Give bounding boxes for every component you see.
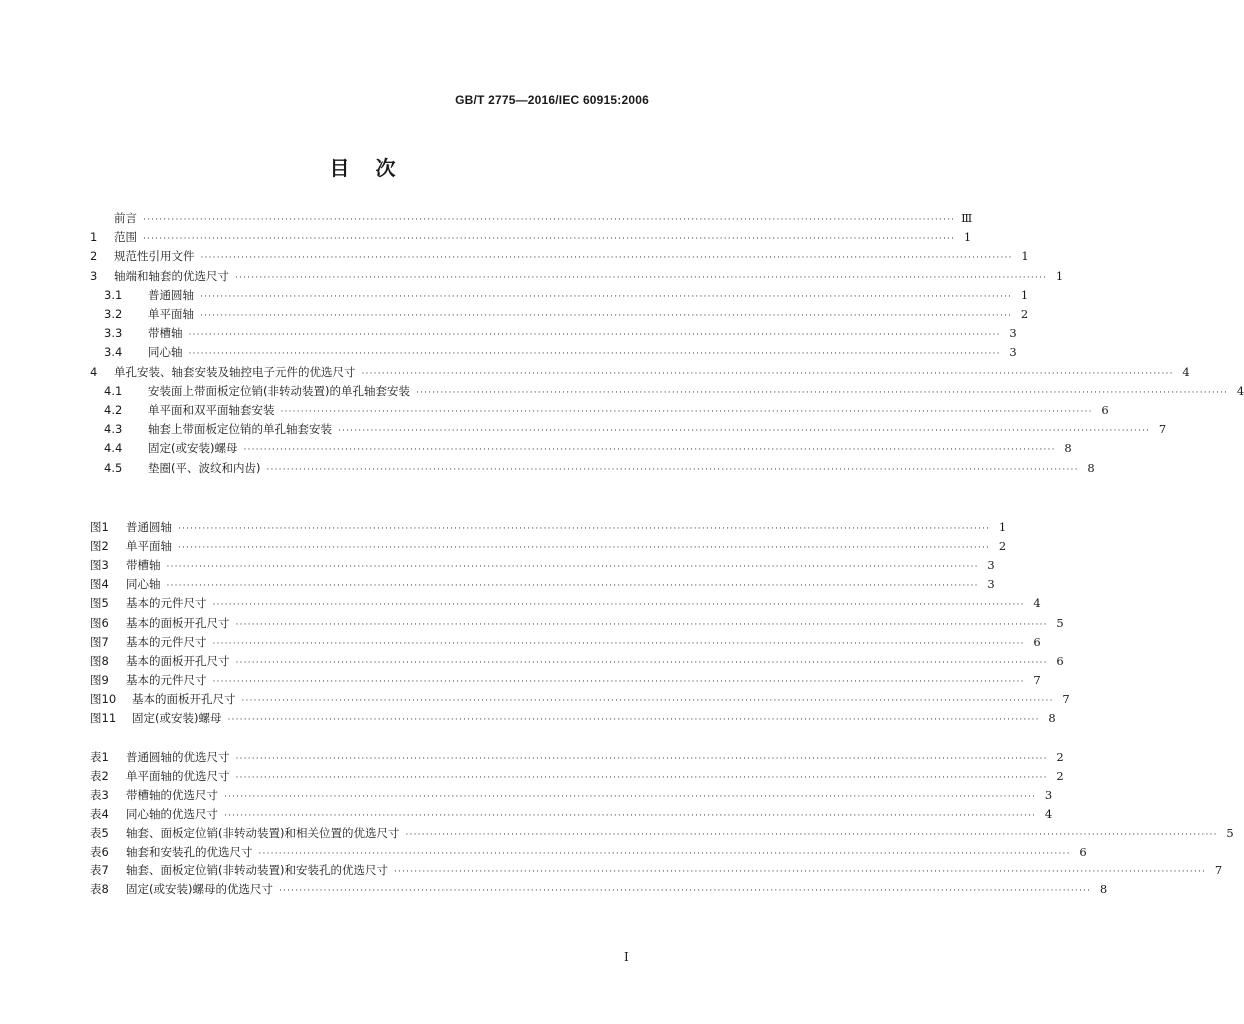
toc-entry[interactable] — [90, 267, 1064, 285]
entry-page: 4 — [1033, 596, 1041, 611]
entry-page: 7 — [1214, 863, 1223, 878]
entry-page: 6 — [1101, 403, 1109, 417]
entry-label: 普通圆轴 — [126, 520, 172, 534]
entry-number: 图11 — [90, 711, 117, 725]
entry-number: 3 — [90, 268, 98, 283]
entry-label: 垫圈(平、波纹和内齿) — [148, 460, 261, 475]
entry-number: 图6 — [90, 615, 109, 630]
dot-leader: ········································································································································································································ — [200, 253, 1013, 264]
entry-label: 基本的元件尺寸 — [126, 672, 207, 687]
entry-label: 固定(或安装)螺母 — [132, 711, 222, 725]
figure-entry[interactable] — [90, 518, 1007, 536]
entry-label: 轴端和轴套的优选尺寸 — [114, 268, 229, 283]
entry-label: 同心轴 — [126, 577, 161, 592]
dot-leader: ········································································································································································································ — [212, 600, 1025, 611]
toc-title: 目次 — [329, 156, 422, 180]
entry-label: 规范性引用文件 — [114, 249, 195, 264]
entry-page: 7 — [1158, 422, 1167, 437]
entry-page: 6 — [1033, 634, 1041, 649]
entry-number: 3.3 — [104, 326, 123, 341]
entry-page: 3 — [987, 577, 995, 592]
entry-label: 基本的面板开孔尺寸 — [126, 615, 230, 630]
entry-number: 图8 — [90, 653, 109, 668]
dot-leader: ········································································································································································································ — [178, 524, 991, 534]
table-entry[interactable] — [90, 767, 1064, 785]
page-number: I — [624, 950, 629, 964]
entry-label: 单平面轴 — [148, 307, 194, 321]
entry-label: 基本的面板开孔尺寸 — [126, 653, 230, 668]
entry-number: 表3 — [90, 787, 109, 802]
entry-page: 7 — [1033, 672, 1041, 687]
entry-label: 同心轴 — [148, 345, 183, 360]
dot-leader: ········································································································································································································ — [258, 848, 1071, 859]
figure-entry[interactable] — [90, 594, 1041, 612]
dot-leader: ········································································································································································································ — [143, 215, 956, 225]
entry-label: 基本的元件尺寸 — [126, 634, 207, 649]
entry-page: 8 — [1064, 441, 1072, 456]
dot-leader: ········································································································································································································ — [143, 234, 956, 245]
entry-page: 4 — [1236, 383, 1244, 398]
entry-number: 4.1 — [104, 383, 123, 398]
dot-leader: ········································································································································································································ — [178, 543, 991, 554]
toc-entry[interactable] — [90, 459, 1095, 477]
figure-entry[interactable] — [90, 537, 1007, 555]
dot-leader: ········································································································································································································ — [212, 638, 1025, 649]
entry-page: 1 — [1020, 287, 1029, 302]
entry-page: 6 — [1056, 653, 1064, 668]
entry-label: 轴套、面板定位销(非转动装置)和安装孔的优选尺寸 — [126, 863, 388, 878]
toc-entry[interactable] — [90, 228, 972, 246]
dot-leader: ········································································································································································································ — [415, 387, 1229, 398]
entry-number: 图9 — [90, 672, 109, 687]
entry-page: 1 — [998, 520, 1007, 534]
table-entry[interactable] — [90, 805, 1053, 823]
entry-page: 3 — [1044, 787, 1053, 802]
entry-number: 3.2 — [104, 307, 123, 321]
entry-label: 带槽轴的优选尺寸 — [126, 787, 218, 802]
figure-entry[interactable] — [90, 709, 1056, 727]
standard-code: GB/T 2775—2016/IEC 60915:2006 — [455, 93, 649, 107]
dot-leader: ········································································································································································································ — [227, 715, 1040, 725]
figure-entry[interactable] — [90, 652, 1064, 670]
entry-number: 表2 — [90, 768, 109, 783]
dot-leader: ········································································································································································································ — [266, 464, 1079, 475]
entry-page: 3 — [1009, 326, 1017, 341]
entry-label: 轴套和安装孔的优选尺寸 — [126, 844, 253, 859]
entry-number: 图3 — [90, 558, 109, 573]
entry-page: 4 — [1044, 806, 1053, 821]
entry-page: 2 — [1056, 768, 1064, 783]
entry-number: 图10 — [90, 691, 117, 706]
entry-label: 带槽轴 — [126, 558, 161, 573]
figure-entry[interactable] — [90, 690, 1070, 708]
toc-entry[interactable] — [90, 209, 973, 227]
dot-leader: ········································································································································································································ — [188, 349, 1001, 360]
entry-label: 同心轴的优选尺寸 — [126, 806, 218, 821]
entry-number: 图7 — [90, 634, 109, 649]
dot-leader: ········································································································································································································ — [235, 657, 1048, 668]
toc-entry[interactable] — [90, 247, 1029, 265]
entry-page: 8 — [1099, 882, 1108, 897]
entry-number: 图5 — [90, 596, 109, 611]
entry-number: 表7 — [90, 863, 109, 878]
entry-number: 表5 — [90, 825, 109, 840]
entry-number: 4.3 — [104, 422, 123, 437]
toc-entry[interactable] — [90, 363, 1190, 381]
entry-number: 表1 — [90, 750, 109, 764]
dot-leader: ········································································································································································································ — [200, 311, 1013, 321]
toc-entry[interactable] — [90, 324, 1017, 342]
dot-leader: ········································································································································································································ — [235, 772, 1048, 783]
entry-number: 图1 — [90, 520, 109, 534]
dot-leader: ········································································································································································································ — [224, 791, 1037, 802]
entry-label: 单孔安装、轴套安装及轴控电子元件的优选尺寸 — [114, 364, 356, 379]
dot-leader: ········································································································································································································ — [235, 619, 1048, 630]
toc-entry[interactable] — [90, 343, 1017, 361]
entry-number: 图4 — [90, 577, 109, 592]
table-entry[interactable] — [90, 748, 1064, 766]
toc-entry[interactable] — [90, 382, 1244, 400]
figure-entry[interactable] — [90, 671, 1041, 689]
entry-label: 前言 — [114, 211, 137, 225]
dot-leader: ········································································································································································································ — [338, 426, 1151, 437]
entry-page: 3 — [1009, 345, 1017, 360]
entry-label: 轴套、面板定位销(非转动装置)和相关位置的优选尺寸 — [126, 825, 400, 840]
figure-entry[interactable] — [90, 556, 995, 574]
toc-entry[interactable] — [90, 420, 1167, 438]
table-entry[interactable] — [90, 880, 1108, 898]
entry-label: 普通圆轴的优选尺寸 — [126, 750, 230, 764]
entry-page: 1 — [1021, 249, 1029, 264]
entry-page: 1 — [963, 230, 972, 245]
dot-leader: ········································································································································································································ — [235, 272, 1048, 283]
entry-label: 范围 — [114, 230, 137, 245]
entry-label: 基本的元件尺寸 — [126, 596, 207, 611]
dot-leader: ········································································································································································································ — [235, 754, 1048, 764]
entry-page: 3 — [987, 558, 995, 573]
dot-leader: ········································································································································································································ — [166, 562, 979, 573]
entry-label: 单平面和双平面轴套安装 — [148, 403, 275, 417]
entry-page: 5 — [1226, 825, 1234, 840]
figure-entry[interactable] — [90, 575, 995, 593]
entry-label: 轴套上带面板定位销的单孔轴套安装 — [148, 422, 332, 437]
entry-number: 3.4 — [104, 345, 123, 360]
toc-entry[interactable] — [90, 305, 1029, 323]
entry-page: 8 — [1048, 711, 1056, 725]
entry-number: 1 — [90, 230, 98, 245]
table-entry[interactable] — [90, 786, 1053, 804]
dot-leader: ········································································································································································································ — [393, 867, 1207, 878]
table-entry[interactable] — [90, 843, 1087, 861]
entry-page: 8 — [1087, 460, 1095, 475]
entry-number: 表8 — [90, 882, 109, 897]
entry-label: 固定(或安装)螺母的优选尺寸 — [126, 882, 273, 897]
entry-number: 4.5 — [104, 460, 123, 475]
entry-number: 4.4 — [104, 441, 123, 456]
entry-page: 2 — [998, 539, 1007, 554]
dot-leader: ········································································································································································································ — [224, 810, 1037, 821]
dot-leader: ········································································································································································································ — [361, 368, 1174, 379]
entry-number: 4.2 — [104, 403, 123, 417]
dot-leader: ········································································································································································································ — [278, 886, 1092, 897]
toc-entry[interactable] — [90, 286, 1029, 304]
entry-number: 图2 — [90, 539, 109, 554]
entry-page: 1 — [1055, 268, 1064, 283]
entry-label: 基本的面板开孔尺寸 — [132, 691, 236, 706]
dot-leader: ········································································································································································································ — [188, 330, 1001, 341]
table-entry[interactable] — [90, 861, 1223, 879]
entry-page: 2 — [1020, 307, 1029, 321]
entry-number: 4 — [90, 364, 98, 379]
entry-page: 6 — [1079, 844, 1087, 859]
entry-page: 5 — [1056, 615, 1064, 630]
toc-entry[interactable] — [90, 401, 1109, 419]
entry-page: 2 — [1056, 750, 1064, 764]
entry-page: 4 — [1182, 364, 1190, 379]
entry-label: 带槽轴 — [148, 326, 183, 341]
dot-leader: ········································································································································································································ — [200, 291, 1013, 302]
figure-entry[interactable] — [90, 633, 1041, 651]
toc-entry[interactable] — [90, 439, 1072, 457]
entry-number: 表6 — [90, 844, 109, 859]
figure-entry[interactable] — [90, 614, 1064, 632]
entry-page: Ⅲ — [961, 211, 973, 225]
dot-leader: ········································································································································································································ — [405, 829, 1218, 840]
entry-label: 安装面上带面板定位销(非转动装置)的单孔轴套安装 — [148, 383, 410, 398]
entry-number: 2 — [90, 249, 98, 264]
entry-number: 表4 — [90, 806, 109, 821]
entry-label: 单平面轴 — [126, 539, 172, 554]
dot-leader: ········································································································································································································ — [212, 676, 1025, 687]
dot-leader: ········································································································································································································ — [241, 695, 1054, 706]
dot-leader: ········································································································································································································ — [280, 407, 1093, 417]
entry-label: 普通圆轴 — [148, 287, 194, 302]
table-entry[interactable] — [90, 824, 1234, 842]
dot-leader: ········································································································································································································ — [243, 445, 1056, 456]
entry-number: 3.1 — [104, 287, 123, 302]
entry-page: 7 — [1062, 691, 1070, 706]
entry-label: 固定(或安装)螺母 — [148, 441, 238, 456]
dot-leader: ········································································································································································································ — [166, 581, 979, 592]
entry-label: 单平面轴的优选尺寸 — [126, 768, 230, 783]
